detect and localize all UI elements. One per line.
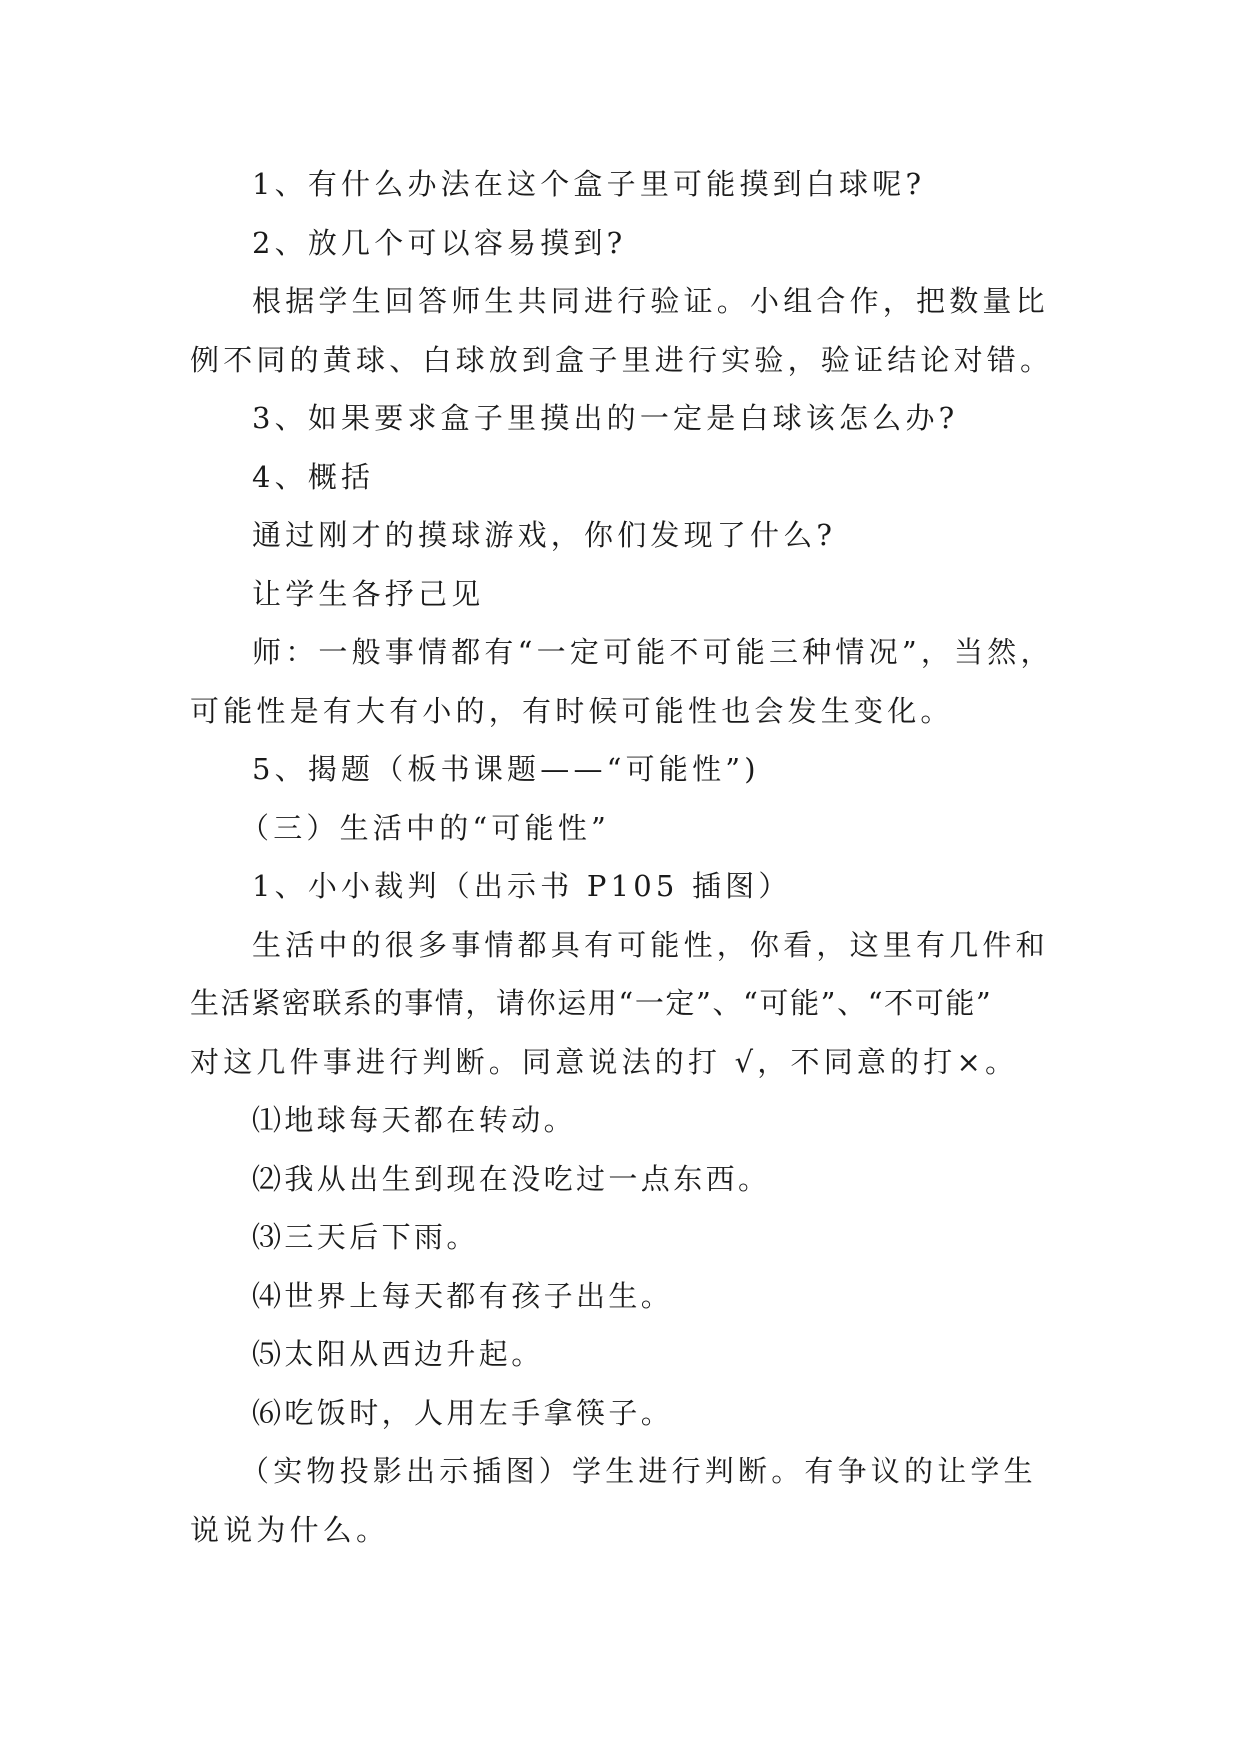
list-item: ⑸太阳从西边升起。: [252, 1337, 544, 1371]
paragraph-line: 2、放几个可以容易摸到?: [252, 225, 627, 260]
paragraph-line: 通过刚才的摸球游戏，你们发现了什么?: [252, 518, 837, 552]
document-page: [190, 155, 1070, 1559]
list-item: ⑹吃饭时，人用左手拿筷子。: [252, 1395, 674, 1430]
section-heading: （三）生活中的“可能性”: [240, 810, 611, 845]
paragraph-line: 师：一般事情都有“一定可能不可能三种情况”，当然，: [252, 635, 1054, 669]
list-item: ⑵我从出生到现在没吃过一点东西。: [252, 1161, 771, 1196]
paragraph-line: 1、小小裁判（出示书 P105 插图）: [252, 869, 792, 903]
list-item: ⑷世界上每天都有孩子出生。: [252, 1278, 674, 1313]
paragraph-line: 3、如果要求盒子里摸出的一定是白球该怎么办?: [252, 401, 959, 435]
paragraph-line: 例不同的黄球、白球放到盒子里进行实验，验证结论对错。: [190, 342, 1054, 377]
paragraph-line: 让学生各抒己见: [252, 576, 485, 611]
paragraph-line: 根据学生回答师生共同进行验证。小组合作，把数量比: [252, 284, 1049, 318]
paragraph-line: 生活紧密联系的事情，请你运用“一定”、“可能”、“不可能”: [190, 986, 993, 1020]
paragraph-line: 1、有什么办法在这个盒子里可能摸到白球呢?: [252, 167, 926, 201]
list-item: ⑶三天后下雨。: [252, 1220, 479, 1254]
paragraph-line: 可能性是有大有小的，有时候可能性也会发生变化。: [190, 693, 954, 728]
paragraph-line: （实物投影出示插图）学生进行判断。有争议的让学生: [240, 1454, 1037, 1488]
paragraph-line: 4、概括: [252, 459, 375, 494]
paragraph-line: 生活中的很多事情都具有可能性，你看，这里有几件和: [252, 927, 1049, 962]
paragraph-line: 5、揭题（板书课题——“可能性”): [252, 752, 760, 786]
paragraph-line: 对这几件事进行判断。同意说法的打 √，不同意的打×。: [190, 1044, 1019, 1079]
paragraph-line: 说说为什么。: [190, 1512, 390, 1547]
list-item: ⑴地球每天都在转动。: [252, 1103, 577, 1137]
